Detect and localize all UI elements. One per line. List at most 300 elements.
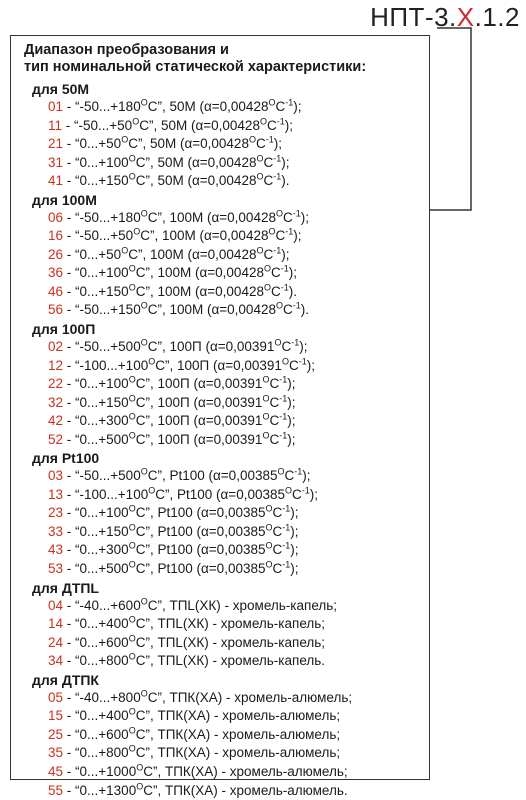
row-end: ); <box>290 561 298 576</box>
sensor-type: ”, 100М (α=0,00428 <box>157 210 276 225</box>
sensor-type: ”, Pt100 (α=0,00385 <box>145 524 265 539</box>
degree-mark: О <box>141 301 148 311</box>
range-code: 45 <box>48 764 63 779</box>
sensor-type: ”, Pt100 (α=0,00385 <box>145 542 265 557</box>
celsius-letter: С <box>136 635 146 650</box>
celsius-letter: С <box>136 376 146 391</box>
sensor-type: ”, 50М (α=0,00428 <box>145 173 256 188</box>
celsius-letter: С <box>136 542 146 557</box>
celsius-letter: С <box>271 284 281 299</box>
celsius-letter: С <box>136 265 146 280</box>
sensor-type: ”, 100М (α=0,00428 <box>138 247 257 262</box>
degree-mark: О <box>129 615 136 625</box>
range-row <box>48 246 424 265</box>
range-span: - “-50...+50 <box>63 228 133 243</box>
celsius-letter: С <box>136 284 146 299</box>
celsius-letter: С <box>148 468 158 483</box>
degree-mark: О <box>141 596 148 606</box>
degree-mark: О <box>260 116 267 126</box>
degree-mark: О <box>129 412 136 422</box>
minus-one-exponent: -1 <box>299 356 307 366</box>
row-end: ). <box>301 302 309 317</box>
range-code: 36 <box>48 265 63 280</box>
degree-mark: О <box>262 375 269 385</box>
range-span: - “0...+400 <box>63 708 129 723</box>
degree-mark: О <box>256 172 263 182</box>
range-span: - “0...+600 <box>63 635 129 650</box>
sensor-type: ”, ТПК(ХА) - хромель-алюмель; <box>157 690 352 705</box>
row-end: ). <box>281 173 289 188</box>
degree-mark: О <box>129 393 136 403</box>
range-span: - “0...+100 <box>63 265 129 280</box>
degree-mark: О <box>268 98 275 108</box>
degree-mark: О <box>265 560 272 570</box>
code-prefix: НПТ-3. <box>370 2 457 32</box>
degree-mark: О <box>148 356 155 366</box>
row-end: ). <box>289 284 297 299</box>
degree-mark: О <box>141 98 148 108</box>
sensor-type: ”, 100П (α=0,00391 <box>165 358 282 373</box>
degree-mark: О <box>276 208 283 218</box>
range-span: - “0...+50 <box>63 247 121 262</box>
row-end: ); <box>299 339 307 354</box>
celsius-letter: С <box>139 118 149 133</box>
group-title: для ДТПК <box>32 671 424 689</box>
row-end: ); <box>274 136 282 151</box>
sensor-type: ”, ТПК(ХА) - хромель-алюмель; <box>153 764 348 779</box>
celsius-letter: С <box>289 358 299 373</box>
minus-one-exponent: -1 <box>279 412 287 422</box>
celsius-letter: С <box>263 173 273 188</box>
range-row <box>48 707 424 726</box>
degree-mark: О <box>262 412 269 422</box>
degree-mark: О <box>148 485 155 495</box>
row-end: ); <box>307 358 315 373</box>
degree-mark: О <box>133 227 140 237</box>
sensor-type: ”, 100М (α=0,00428 <box>145 284 264 299</box>
celsius-letter: С <box>136 616 146 631</box>
range-row <box>48 467 424 486</box>
celsius-letter: С <box>155 358 165 373</box>
range-code: 23 <box>48 505 63 520</box>
degree-mark: О <box>129 153 136 163</box>
range-code: 33 <box>48 524 63 539</box>
minus-one-exponent: -1 <box>293 301 301 311</box>
range-span: - “0...+400 <box>63 616 129 631</box>
code-variable: Х <box>457 2 475 32</box>
degree-mark: О <box>129 744 136 754</box>
row-end: ); <box>293 228 301 243</box>
group-title: для 100М <box>32 191 424 209</box>
group-title: для 100П <box>32 320 424 338</box>
celsius-letter: С <box>263 247 273 262</box>
degree-mark: О <box>262 393 269 403</box>
range-row <box>48 560 424 579</box>
range-row <box>48 375 424 394</box>
range-row <box>48 652 424 671</box>
range-code: 04 <box>48 598 63 613</box>
degree-mark: О <box>141 338 148 348</box>
range-code: 06 <box>48 210 63 225</box>
row-end: ); <box>290 505 298 520</box>
celsius-letter: С <box>136 395 146 410</box>
degree-mark: О <box>264 282 271 292</box>
sensor-type: ”, 100П (α=0,00391 <box>145 413 262 428</box>
degree-mark: О <box>129 375 136 385</box>
row-end: ); <box>281 247 289 262</box>
degree-mark: О <box>274 338 281 348</box>
range-span: - “-50...+500 <box>63 468 141 483</box>
celsius-letter: С <box>148 690 158 705</box>
celsius-letter: С <box>283 210 293 225</box>
range-code: 22 <box>48 376 63 391</box>
degree-mark: О <box>129 633 136 643</box>
range-row <box>48 431 424 450</box>
degree-mark: О <box>264 264 271 274</box>
sensor-type: ”, ТПК(ХА) - хромель-алюмель. <box>153 783 348 798</box>
celsius-letter: С <box>136 505 146 520</box>
range-row <box>48 504 424 523</box>
celsius-letter: С <box>136 155 146 170</box>
celsius-letter: С <box>128 247 138 262</box>
row-end: ); <box>302 468 310 483</box>
range-row <box>48 541 424 560</box>
row-end: ); <box>287 395 295 410</box>
range-span: - “0...+100 <box>63 505 129 520</box>
sensor-type: ”, ТПL(ХК) - хромель-капель; <box>145 635 325 650</box>
row-end: ); <box>281 155 289 170</box>
celsius-letter: С <box>136 653 146 668</box>
range-code: 43 <box>48 542 63 557</box>
range-code: 41 <box>48 173 63 188</box>
section-heading <box>24 42 366 76</box>
range-span: - “0...+1300 <box>63 783 136 798</box>
celsius-letter: С <box>143 783 153 798</box>
degree-mark: О <box>262 430 269 440</box>
celsius-letter: С <box>136 524 146 539</box>
degree-mark: О <box>141 467 148 477</box>
range-row <box>48 338 424 357</box>
celsius-letter: С <box>273 524 283 539</box>
sensor-type: ”, 100М (α=0,00428 <box>157 302 276 317</box>
celsius-letter: С <box>273 542 283 557</box>
range-span: - “0...+800 <box>63 653 129 668</box>
range-code: 03 <box>48 468 63 483</box>
range-span: - “0...+500 <box>63 561 129 576</box>
celsius-letter: С <box>263 155 273 170</box>
sensor-type: ”, 50М (α=0,00428 <box>149 118 260 133</box>
degree-mark: О <box>129 707 136 717</box>
range-code: 13 <box>48 487 63 502</box>
degree-mark: О <box>129 522 136 532</box>
degree-mark: О <box>256 245 263 255</box>
minus-one-exponent: -1 <box>273 245 281 255</box>
minus-one-exponent: -1 <box>282 522 290 532</box>
sensor-type: ”, 100М (α=0,00428 <box>145 265 264 280</box>
celsius-letter: С <box>281 339 291 354</box>
range-span: - “-40...+800 <box>63 690 141 705</box>
sensor-type: ”, ТПL(ХК) - хромель-капель. <box>145 653 325 668</box>
range-row <box>48 486 424 505</box>
sensor-type: ”, ТПК(ХА) - хромель-алюмель; <box>145 745 340 760</box>
range-code: 01 <box>48 99 63 114</box>
range-code: 53 <box>48 561 63 576</box>
minus-one-exponent: -1 <box>282 560 290 570</box>
celsius-letter: С <box>155 487 165 502</box>
sensor-type: ”, ТПL(ХК) - хромель-капель; <box>157 598 337 613</box>
range-code: 26 <box>48 247 63 262</box>
code-suffix: .1.2 <box>475 2 520 32</box>
degree-mark: О <box>129 541 136 551</box>
range-span: - “-100...+100 <box>63 487 148 502</box>
celsius-letter: С <box>269 395 279 410</box>
celsius-letter: С <box>128 136 138 151</box>
range-row <box>48 117 424 136</box>
degree-mark: О <box>129 282 136 292</box>
degree-mark: О <box>136 781 143 791</box>
degree-mark: О <box>129 264 136 274</box>
celsius-letter: С <box>269 432 279 447</box>
range-row <box>48 209 424 228</box>
range-span: - “-50...+50 <box>62 118 132 133</box>
range-row <box>48 264 424 283</box>
degree-mark: О <box>141 688 148 698</box>
sensor-type: ”, 100П (α=0,00391 <box>145 376 262 391</box>
celsius-letter: С <box>148 99 158 114</box>
minus-one-exponent: -1 <box>266 135 274 145</box>
minus-one-exponent: -1 <box>279 393 287 403</box>
range-span: - “-50...+150 <box>63 302 141 317</box>
minus-one-exponent: -1 <box>279 430 287 440</box>
group-title: для ДТПL <box>32 579 424 597</box>
row-end: ); <box>301 210 309 225</box>
range-span: - “-100...+100 <box>63 358 148 373</box>
degree-mark: О <box>277 467 284 477</box>
degree-mark: О <box>249 135 256 145</box>
celsius-letter: С <box>136 745 146 760</box>
group-title: для Pt100 <box>32 449 424 467</box>
degree-mark: О <box>256 153 263 163</box>
celsius-letter: С <box>267 118 277 133</box>
sensor-type: ”, Pt100 (α=0,00385 <box>165 487 285 502</box>
row-end: ); <box>289 265 297 280</box>
celsius-letter: С <box>148 339 158 354</box>
degree-mark: О <box>129 652 136 662</box>
range-row <box>48 135 424 154</box>
celsius-letter: С <box>285 468 295 483</box>
range-list <box>24 80 424 800</box>
heading-line-1: Диапазон преобразования и <box>24 42 366 59</box>
sensor-type: ”, 100М (α=0,00428 <box>150 228 269 243</box>
range-code: 31 <box>48 155 63 170</box>
row-end: ); <box>287 376 295 391</box>
minus-one-exponent: -1 <box>279 375 287 385</box>
celsius-letter: С <box>269 376 279 391</box>
minus-one-exponent: -1 <box>291 338 299 348</box>
range-code: 32 <box>48 395 63 410</box>
degree-mark: О <box>141 208 148 218</box>
range-span: - “-50...+500 <box>63 339 141 354</box>
celsius-letter: С <box>136 173 146 188</box>
range-span: - “0...+100 <box>63 376 129 391</box>
minus-one-exponent: -1 <box>285 227 293 237</box>
degree-mark: О <box>129 430 136 440</box>
range-code: 21 <box>48 136 63 151</box>
sensor-type: ”, 50М (α=0,00428 <box>145 155 256 170</box>
celsius-letter: С <box>136 432 146 447</box>
range-code: 34 <box>48 653 63 668</box>
minus-one-exponent: -1 <box>282 504 290 514</box>
range-row <box>48 301 424 320</box>
range-code: 46 <box>48 284 63 299</box>
celsius-letter: С <box>256 136 266 151</box>
range-row <box>48 98 424 117</box>
celsius-letter: С <box>271 265 281 280</box>
range-code: 42 <box>48 413 63 428</box>
sensor-type: ”, ТПК(ХА) - хромель-алюмель; <box>145 708 340 723</box>
sensor-type: ”, ТПК(ХА) - хромель-алюмель; <box>145 727 340 742</box>
range-row <box>48 615 424 634</box>
degree-mark: О <box>268 227 275 237</box>
range-row <box>48 357 424 376</box>
range-span: - “-50...+180 <box>63 99 141 114</box>
minus-one-exponent: -1 <box>294 467 302 477</box>
minus-one-exponent: -1 <box>277 116 285 126</box>
degree-mark: О <box>285 485 292 495</box>
range-code: 16 <box>48 228 63 243</box>
minus-one-exponent: -1 <box>273 172 281 182</box>
range-code: 15 <box>48 708 63 723</box>
row-end: ); <box>290 524 298 539</box>
celsius-letter: С <box>275 99 285 114</box>
range-span: - “0...+100 <box>63 155 129 170</box>
degree-mark: О <box>129 504 136 514</box>
celsius-letter: С <box>136 413 146 428</box>
degree-mark: О <box>265 541 272 551</box>
range-row <box>48 283 424 302</box>
degree-mark: О <box>129 725 136 735</box>
degree-mark: О <box>129 172 136 182</box>
range-code: 55 <box>48 783 63 798</box>
range-code: 14 <box>48 616 63 631</box>
minus-one-exponent: -1 <box>273 153 281 163</box>
range-code: 12 <box>48 358 63 373</box>
celsius-letter: С <box>269 413 279 428</box>
celsius-letter: С <box>283 302 293 317</box>
range-span: - “0...+300 <box>63 542 129 557</box>
minus-one-exponent: -1 <box>285 98 293 108</box>
range-row <box>48 394 424 413</box>
sensor-type: ”, 100П (α=0,00391 <box>157 339 274 354</box>
celsius-letter: С <box>140 228 150 243</box>
range-row <box>48 689 424 708</box>
range-row <box>48 634 424 653</box>
row-end: ); <box>287 432 295 447</box>
range-span: - “0...+150 <box>63 395 129 410</box>
range-row <box>48 597 424 616</box>
sensor-type: ”, 100П (α=0,00391 <box>145 395 262 410</box>
minus-one-exponent: -1 <box>302 485 310 495</box>
minus-one-exponent: -1 <box>282 541 290 551</box>
degree-mark: О <box>132 116 139 126</box>
minus-one-exponent: -1 <box>281 264 289 274</box>
degree-mark: О <box>282 356 289 366</box>
range-code: 11 <box>48 118 62 133</box>
minus-one-exponent: -1 <box>281 282 289 292</box>
range-code: 35 <box>48 745 63 760</box>
range-row <box>48 744 424 763</box>
range-row <box>48 227 424 246</box>
range-span: - “0...+300 <box>63 413 129 428</box>
degree-mark: О <box>265 522 272 532</box>
range-row <box>48 412 424 431</box>
degree-mark: О <box>129 560 136 570</box>
degree-mark: О <box>121 245 128 255</box>
degree-mark: О <box>265 504 272 514</box>
celsius-letter: С <box>136 561 146 576</box>
range-span: - “0...+150 <box>63 284 129 299</box>
range-row <box>48 763 424 782</box>
celsius-letter: С <box>136 727 146 742</box>
group-title: для 50М <box>32 80 424 98</box>
row-end: ); <box>293 99 301 114</box>
range-span: - “0...+50 <box>63 136 121 151</box>
celsius-letter: С <box>136 708 146 723</box>
range-row <box>48 782 424 800</box>
degree-mark: О <box>136 762 143 772</box>
celsius-letter: С <box>276 228 286 243</box>
row-end: ); <box>290 542 298 557</box>
range-code: 02 <box>48 339 63 354</box>
range-row <box>48 726 424 745</box>
sensor-type: ”, 50М (α=0,00428 <box>157 99 268 114</box>
sensor-type: ”, 50М (α=0,00428 <box>138 136 249 151</box>
celsius-letter: С <box>148 302 158 317</box>
heading-line-2: тип номинальной статической характеристики: <box>24 59 366 76</box>
degree-mark: О <box>121 135 128 145</box>
celsius-letter: С <box>273 505 283 520</box>
range-span: - “0...+150 <box>63 524 129 539</box>
range-span: - “-40...+600 <box>63 598 141 613</box>
range-span: - “0...+500 <box>63 432 129 447</box>
celsius-letter: С <box>148 598 158 613</box>
range-span: - “0...+800 <box>63 745 129 760</box>
range-code: 24 <box>48 635 63 650</box>
celsius-letter: С <box>143 764 153 779</box>
range-row <box>48 523 424 542</box>
sensor-type: ”, ТПL(ХК) - хромель-капель; <box>145 616 325 631</box>
range-span: - “0...+150 <box>63 173 129 188</box>
range-code: 25 <box>48 727 63 742</box>
celsius-letter: С <box>148 210 158 225</box>
row-end: ); <box>285 118 293 133</box>
sensor-type: ”, 100П (α=0,00391 <box>145 432 262 447</box>
sensor-type: ”, Pt100 (α=0,00385 <box>157 468 277 483</box>
range-span: - “0...+600 <box>63 727 129 742</box>
range-code: 56 <box>48 302 63 317</box>
range-row <box>48 172 424 191</box>
celsius-letter: С <box>273 561 283 576</box>
range-code: 52 <box>48 432 63 447</box>
range-span: - “0...+1000 <box>63 764 136 779</box>
celsius-letter: С <box>292 487 302 502</box>
range-code: 05 <box>48 690 63 705</box>
sensor-type: ”, Pt100 (α=0,00385 <box>145 561 265 576</box>
range-row <box>48 154 424 173</box>
minus-one-exponent: -1 <box>293 208 301 218</box>
sensor-type: ”, Pt100 (α=0,00385 <box>145 505 265 520</box>
row-end: ); <box>310 487 318 502</box>
